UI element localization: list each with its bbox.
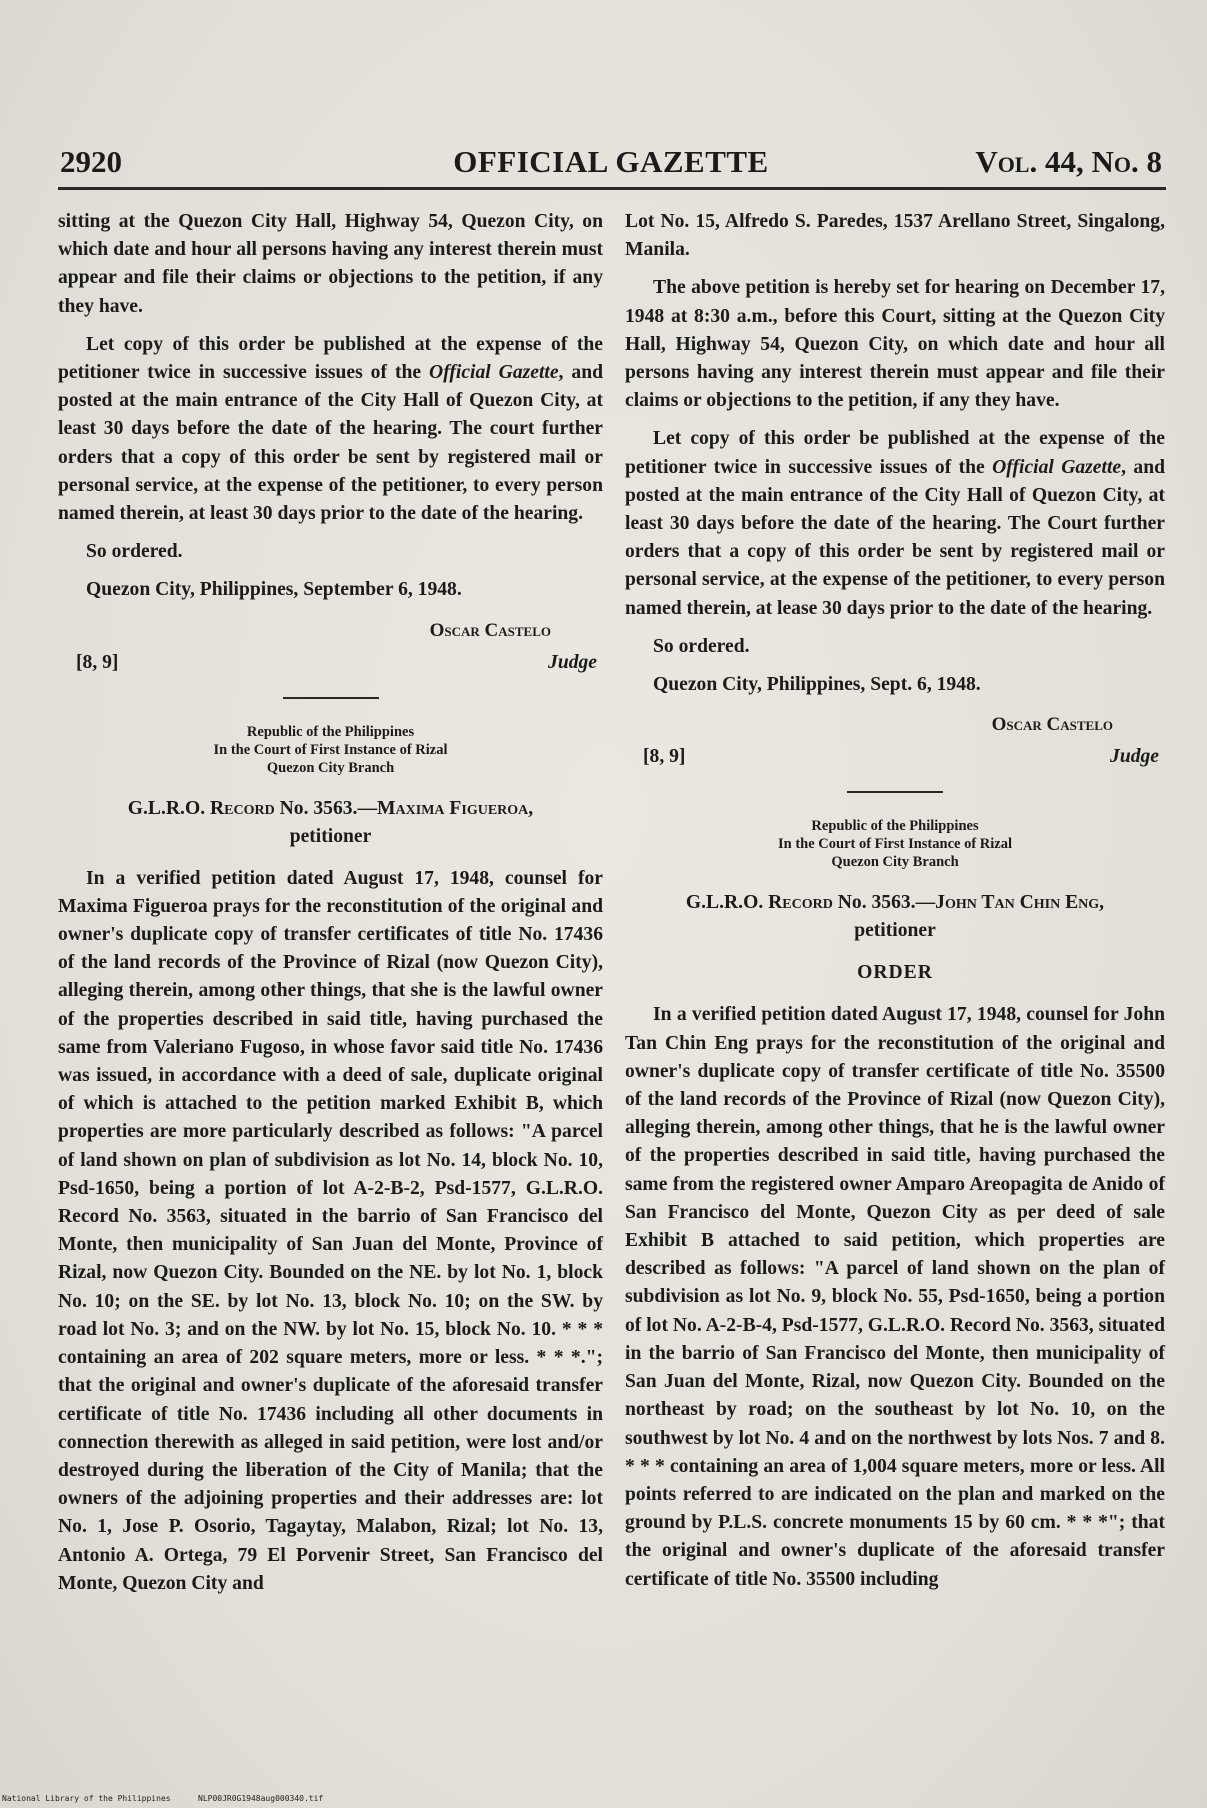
left-signature-block [58,617,603,679]
right-paragraph-3: Let copy of this order be published at the expense of the petitioner twice in successive issues of the Official Gazette, and posted at the main entrance of the City Hall of Quezon City, at least 30 days before the date of the hearing. The Court further orders that a copy of this order be sent by registered mail or personal service, at the expense of the petitioner, to every person named therein, at lease 30 days prior to the date of the hearing. [625,428,1165,619]
court-heading: Republic of the Philippines In the Court of First Instance of Rizal Quezon City Branch [778,818,1012,871]
left-paragraph-1: sitting at the Quezon City Hall, Highway 54, Quezon City, on which date and hour all persons having any interest therein must appear and file their claims or objections to the petition, if any they have. [58,211,603,317]
right-signature-block [625,711,1165,773]
right-column [625,208,1165,1604]
case-title: G.L.R.O. Record No. 3563.—Maxima Figueroa, petitioner [127,797,534,847]
scan-footer [0,1793,1207,1808]
right-place-date: Quezon City, Philippines, Sept. 6, 1948. [653,674,981,696]
section-divider [847,791,943,793]
order-heading: ORDER [857,962,933,984]
judge-title: Judge [548,651,597,673]
issue-reference: [8, 9] [76,651,119,673]
page-number: 2920 [60,144,122,179]
page-header [60,140,1162,190]
right-paragraph-1: Lot No. 15, Alfredo S. Paredes, 1537 Arellano Street, Singalong, Manila. [625,211,1165,261]
library-credit: National Library of the Philippines [2,1794,171,1803]
right-petition-body: In a verified petition dated August 17, 1948, counsel for John Tan Chin Eng prays for the reconstitution of the original and owner's duplicate copy of transfer certificate of title No. 35500 of the land records of the Province of Rizal (now Quezon City), alleging therein, among other things, that he is the lawful owner of the properties described in said title, having purchased the same from the registered owner Amparo Areopagita de Anido of San Francisco del Monte, Quezon City as per deed of sale Exhibit B attached to said petition, which properties are described as follows: "A parcel of land shown on the plan of subdivision as lot No. 9, block No. 55, Psd-1650, being a portion of lot No. A-2-B-4, Psd-1577, G.L.R.O. Record No. 3563, situated in the barrio of San Francisco del Monte, then municipality of San Juan del Monte, Rizal, now Quezon City. Bounded on the northeast by road; on the southeast by lot No. 10, on the southwest by lot No. 4 and on the northwest by lots Nos. 7 and 8. * * * containing an area of 1,004 square meters, more or less. All points referred to are indicated on the plan and marked on the ground by P.L.S. concrete monuments 15 by 60 cm. * * *"; that the original and owner's duplicate of the aforesaid transfer certificate of title No. 35500 including [625,1004,1165,1590]
judge-title: Judge [1110,746,1159,768]
right-paragraph-2: The above petition is hereby set for hearing on December 17, 1948 at 8:30 a.m., before this Court, sitting at the Quezon City Hall, Highway 54, Quezon City, on which date and hour all persons having any interest therein must appear and file their claims or objections to the petition, if any they have. [625,277,1165,412]
official-gazette-title: Official Gazette [992,456,1122,478]
left-column [58,208,603,1608]
left-so-ordered: So ordered. [86,541,183,563]
official-gazette-title: Official Gazette [429,362,559,384]
right-so-ordered: So ordered. [653,635,750,657]
header-rule [58,187,1166,190]
left-place-date: Quezon City, Philippines, September 6, 1948. [86,579,462,601]
file-name: NLP00JR0G1948aug000340.tif [198,1794,324,1803]
volume-number: Vol. 44, No. 8 [975,144,1162,179]
court-heading: Republic of the Philippines In the Court of First Instance of Rizal Quezon City Branch [213,723,448,776]
judge-name: Oscar Castelo [429,619,551,641]
left-paragraph-2: Let copy of this order be published at the expense of the petitioner twice in successive issues of the Official Gazette, and posted at the main entrance of the City Hall of Quezon City, at least 30 days before the date of the hearing. The court further orders that a copy of this order be sent by registered mail or personal service, at the expense of the petitioner, to every person named therein, at least 30 days prior to the date of the hearing. [58,333,604,525]
case-title: G.L.R.O. Record No. 3563.—John Tan Chin Eng, petitioner [685,892,1105,942]
publication-title: OFFICIAL GAZETTE [453,144,769,179]
issue-reference: [8, 9] [643,746,686,768]
judge-name: Oscar Castelo [991,714,1113,736]
section-divider [283,697,379,699]
left-petition-body: In a verified petition dated August 17, 1948, counsel for Maxima Figueroa prays for the reconstitution of the original and owner's duplicate copy of transfer certificates of title No. 17436 of the land records of the Province of Rizal (now Quezon City), alleging therein, among other things, that she is the lawful owner of the properties described in said title, having purchased the same from Valeriano Fugoso, in whose favor said title No. 17436 was issued, in accordance with a deed of sale, duplicate original of which is attached to the petition marked Exhibit B, which properties are more particularly described as follows: "A parcel of land shown on plan of subdivision as lot No. 14, block No. 10, Psd-1650, being a portion of lot A-2-B-2, Psd-1577, G.L.R.O. Record No. 3563, situated in the barrio of San Francisco del Monte, then municipality of San Juan del Monte, Province of Rizal, now Quezon City. Bounded on the NE. by lot No. 1, block No. 10; on the SE. by lot No. 13, block No. 10; on the SW. by road lot No. 3; and on the NW. by lot No. 15, block No. 10. * * * containing an area of 202 square meters, more or less. * * *."; that the original and owner's duplicate of the aforesaid transfer certificate of title No. 17436 including all other documents in connection therewith as alleged in said petition, were lost and/or destroyed during the liberation of the City of Manila; that the owners of the adjoining properties and their addresses are: lot No. 1, Jose P. Osorio, Tagaytay, Malabon, Rizal; lot No. 13, Antonio A. Ortega, 79 El Porvenir Street, San Francisco del Monte, Quezon City and [58,867,603,1594]
